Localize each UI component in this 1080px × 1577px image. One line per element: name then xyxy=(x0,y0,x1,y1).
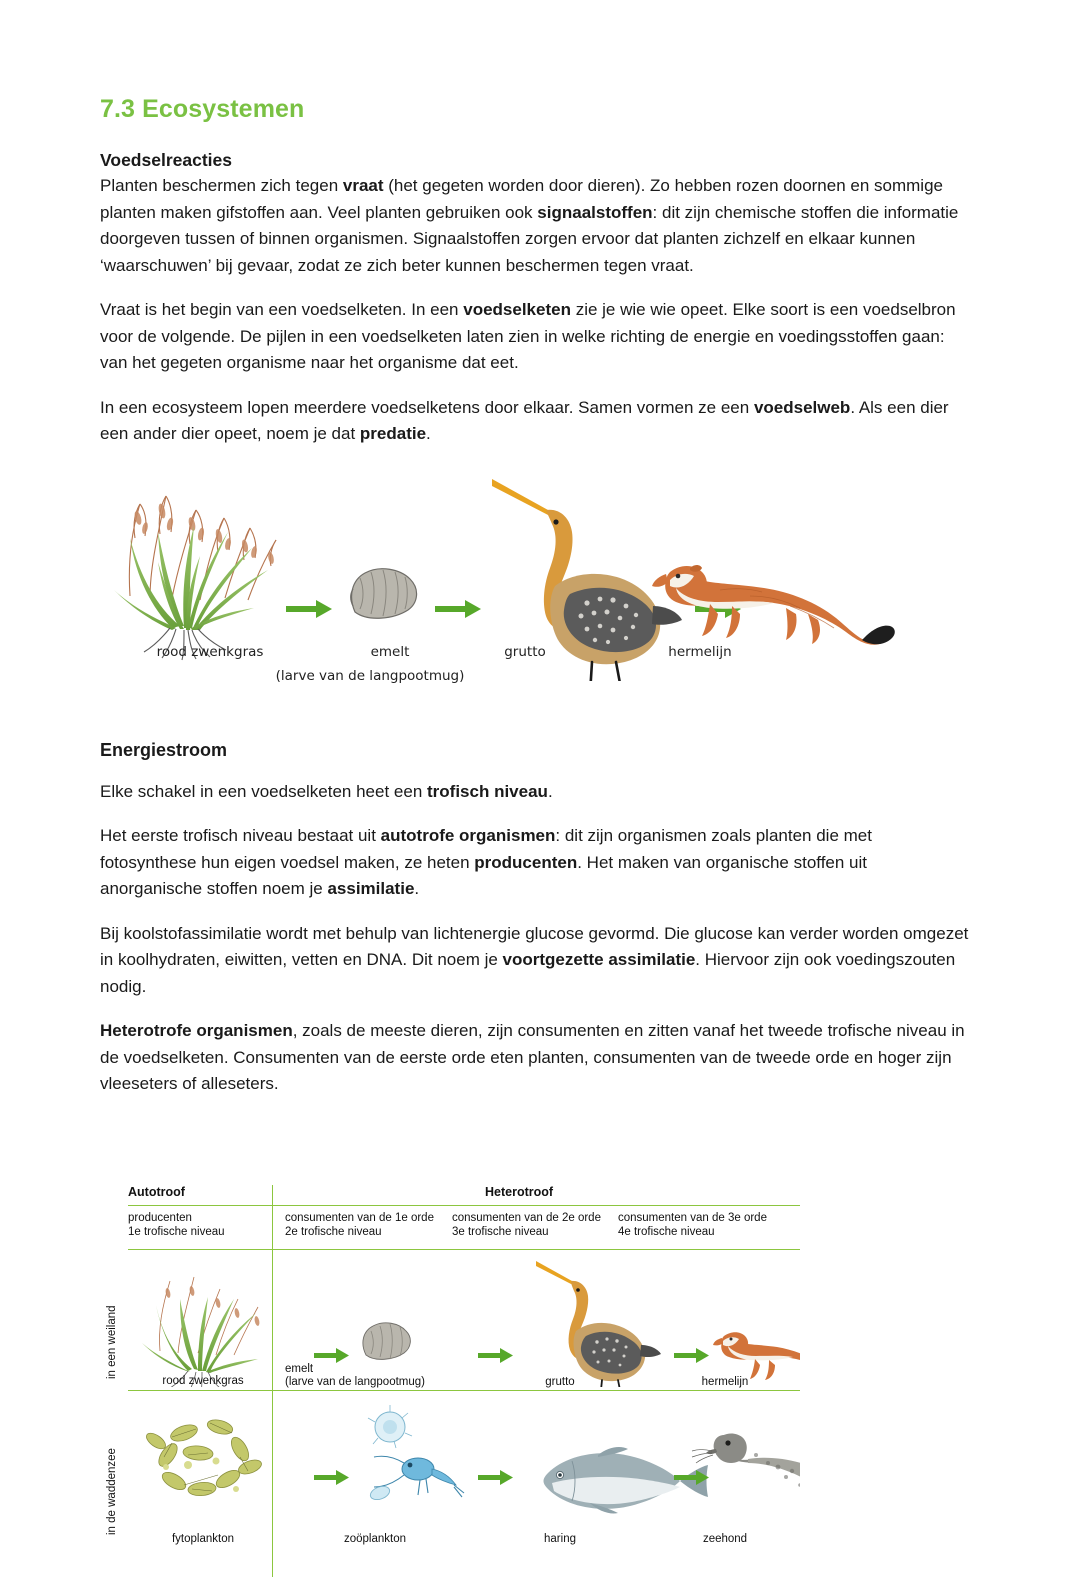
arrow-icon-r1-3 xyxy=(674,1348,709,1363)
trophic-row-0-label: in een weiland xyxy=(106,1305,118,1379)
foodchain-label-1: emelt xyxy=(370,643,410,660)
term-heterotrofe-organismen: Heterotrofe organismen xyxy=(100,1021,293,1040)
grass-plant-icon xyxy=(114,496,276,660)
paragraph-trofisch-niveau xyxy=(100,779,972,806)
trophic-col-2-line2: 3e trofische niveau xyxy=(452,1226,549,1238)
trophic-row-1-caption-2: haring xyxy=(544,1533,576,1545)
text-run: , zoals de meeste dieren, zijn consumenten en zitten vanaf het tweede trofische niveau in de voedselketen. Consumenten van de eerste orde eten planten, consumenten van de tweede orde en hoger zijn vleeseters of alleseters. xyxy=(100,1021,965,1093)
text-run: . xyxy=(547,781,553,801)
divider-headers xyxy=(128,1249,800,1250)
term-voortgezette-assimilatie: voortgezette assimilatie xyxy=(502,950,696,969)
trophic-row-0-illustrations xyxy=(128,1255,800,1387)
foodchain-label-0: rood zwenkgras xyxy=(156,643,264,660)
arrow-icon-r1-2 xyxy=(478,1348,513,1363)
zooplankton-icon xyxy=(368,1405,464,1502)
trophic-col-3-line2: 4e trofische niveau xyxy=(618,1226,715,1238)
arrow-icon-2 xyxy=(435,600,481,618)
arrow-icon-r2-1 xyxy=(314,1470,349,1485)
term-voedselketen: voedselketen xyxy=(463,300,571,319)
arrow-icon-r1-1 xyxy=(314,1348,349,1363)
fish-icon xyxy=(544,1447,709,1514)
paragraph-voedselketen xyxy=(100,297,972,377)
text-run: . Het maken van organische stoffen uit anorganische stoffen noem je xyxy=(100,852,868,898)
trophic-row-0-caption-2: grutto xyxy=(545,1376,575,1388)
text-run: . xyxy=(426,424,431,443)
text-run: zie je wie wie opeet. Elke soort is een voedselbron voor de volgende. De pijlen in een voedselketen laten zien in welke richting de energie en voedingsstoffen gaan: van het gegeten organisme naar het organisme dat eet. xyxy=(100,300,956,372)
trophic-row-1-caption-1: zoöplankton xyxy=(343,1533,407,1545)
trophic-col-3-line1: consumenten van de 3e orde xyxy=(618,1212,767,1224)
trophic-col-0-line2: 1e trofische niveau xyxy=(128,1226,225,1238)
seal-icon xyxy=(692,1434,800,1507)
larva-icon xyxy=(351,568,417,618)
text-run: Bij koolstofassimilatie wordt met behulp van lichtenergie glucose gevormd. Die glucose kan verder worden omgezet in koolhydraten, eiwitten, vetten en DNA. Dit noem je xyxy=(100,923,969,969)
text-run: . Hiervoor zijn ook voedingszouten nodig. xyxy=(100,950,956,996)
phytoplankton-icon xyxy=(144,1417,263,1496)
text-run: Elke schakel in een voedselketen heet een xyxy=(100,781,428,801)
trophic-group-header-heterotroof: Heterotroof xyxy=(485,1185,554,1199)
term-autotrofe-organismen: autotrofe organismen xyxy=(380,826,556,845)
document-content xyxy=(100,95,972,1116)
trophic-row-1-caption-0: fytoplankton xyxy=(171,1533,234,1545)
divider-top xyxy=(128,1205,800,1206)
text-run: (het gegeten worden door dieren). Zo hebben rozen doornen en sommige planten maken gifstoffen aan. Veel planten gebruiken ook xyxy=(100,176,943,222)
trophic-col-1-line1: consumenten van de 1e orde xyxy=(285,1212,434,1224)
trophic-row-0-caption-1: emelt xyxy=(285,1363,314,1375)
trophic-row-0-caption-3: hermelijn xyxy=(701,1376,749,1388)
trophic-group-header-autotroof: Autotroof xyxy=(128,1185,185,1199)
term-assimilatie: assimilatie xyxy=(327,879,415,898)
larva-icon-small xyxy=(363,1323,410,1360)
bird-icon-small xyxy=(536,1261,661,1387)
text-run: Planten beschermen zich tegen xyxy=(100,176,343,195)
trophic-col-2-desc xyxy=(452,1211,612,1239)
arrow-icon-1 xyxy=(286,600,332,618)
trophic-row-0-caption-1-sub: (larve van de langpootmug) xyxy=(285,1376,425,1388)
arrow-icon-r2-2 xyxy=(478,1470,513,1485)
text-run: Het eerste trofisch niveau bestaat uit xyxy=(100,826,381,845)
term-voedselweb: voedselweb xyxy=(753,397,851,417)
paragraph-autotroof xyxy=(100,823,972,903)
text-run: In een ecosysteem lopen meerdere voedselketens door elkaar. Samen vormen ze een xyxy=(100,397,754,417)
trophic-row-0-caption-0: rood zwenkgras xyxy=(162,1375,244,1387)
term-vraat: vraat xyxy=(342,176,384,195)
page-title: 7.3 Ecosystemen xyxy=(100,95,305,123)
trophic-col-0-desc xyxy=(128,1211,258,1239)
divider-rows xyxy=(128,1390,800,1391)
heading-voedselreacties: Voedselreacties xyxy=(100,150,232,170)
trophic-col-2-line1: consumenten van de 2e orde xyxy=(452,1212,601,1224)
text-run: : dit zijn chemische stoffen die informatie doorgeven tussen of binnen organismen. Signaalstoffen zorgen ervoor dat planten zichzelf en elkaar kunnen ‘waarschuwen’ bij gevaar, zodat ze zich beter kunnen beschermen tegen vraat. xyxy=(100,202,959,275)
term-signaalstoffen: signaalstoffen xyxy=(537,202,653,222)
foodchain-label-3: hermelijn xyxy=(668,643,732,660)
stoat-illustration xyxy=(640,528,900,688)
text-run: Vraat is het begin van een voedselketen. In een xyxy=(100,300,464,319)
foodchain-sublabel: (larve van de langpootmug) xyxy=(275,667,465,684)
text-run: . Als een dier een ander dier opeet, noem je dat xyxy=(100,397,949,443)
trophic-col-1-line2: 2e trofische niveau xyxy=(285,1226,382,1238)
trophic-col-3-desc xyxy=(618,1211,788,1239)
trophic-row-1-illustrations xyxy=(128,1397,800,1525)
paragraph-vraat xyxy=(100,173,972,279)
term-producenten: producenten xyxy=(474,852,578,872)
stoat-icon xyxy=(652,565,895,645)
text-run: : dit zijn organismen zoals planten die met fotosynthese hun eigen voedsel maken, ze heten xyxy=(100,826,872,872)
foodchain-label-2: grutto xyxy=(504,643,546,660)
term-predatie: predatie xyxy=(359,424,427,443)
text-run: . xyxy=(414,879,420,898)
trophic-row-1-label: in de waddenzee xyxy=(106,1448,118,1535)
paragraph-voedselweb xyxy=(100,395,972,448)
heading-energiestroom: Energiestroom xyxy=(100,739,228,760)
paragraph-heterotroof xyxy=(100,1018,972,1098)
trophic-row-1-caption-3: zeehond xyxy=(702,1533,748,1545)
grass-plant-icon-small xyxy=(142,1277,260,1387)
figure-foodchain xyxy=(100,466,972,706)
trophic-col-1-desc xyxy=(285,1211,445,1239)
trophic-col-0-line1: producenten xyxy=(128,1212,192,1224)
paragraph-koolstofassimilatie xyxy=(100,921,972,1001)
term-trofisch-niveau: trofisch niveau xyxy=(427,781,548,801)
